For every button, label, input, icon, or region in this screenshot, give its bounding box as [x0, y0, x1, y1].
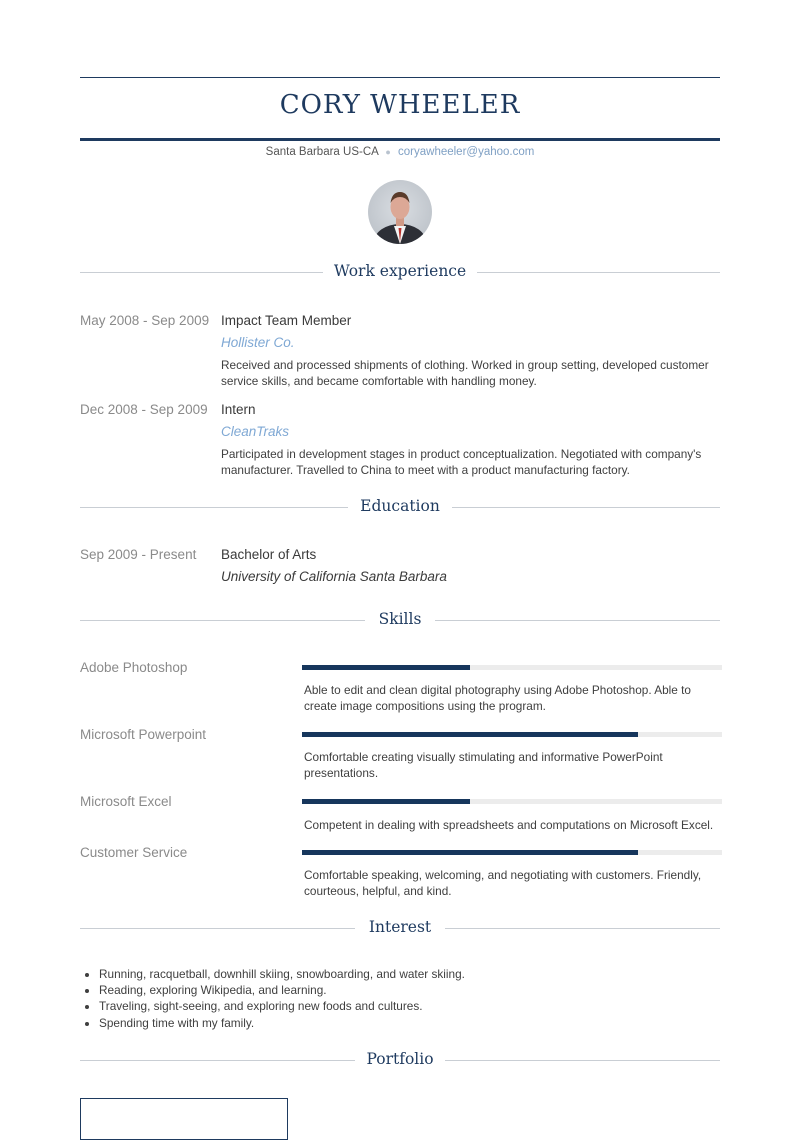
skill-description: Competent in dealing with spreadsheets and computations on Microsoft Excel.: [304, 818, 714, 832]
section-portfolio: [80, 1050, 720, 1070]
work-description: Participated in development stages in product conceptualization. Negotiated with company's manufacturer. Travelled to China to meet with a product manufacturing factory.: [221, 447, 702, 477]
skill-level-bar: [302, 799, 722, 804]
skill-name: Microsoft Powerpoint: [80, 727, 207, 742]
contact-line: [80, 146, 720, 158]
list-item: • Reading, exploring Wikipedia, and learning.: [99, 982, 465, 998]
skill-level-bar: [302, 850, 722, 855]
section-title: Portfolio: [366, 1050, 434, 1068]
candidate-name: CORY WHEELER: [279, 90, 521, 120]
education-degree: Bachelor of Arts: [221, 547, 317, 562]
separator-dot: ●: [385, 147, 391, 157]
section-skills: [80, 610, 720, 630]
skill-name: Microsoft Excel: [80, 794, 172, 809]
skill-description: Comfortable speaking, welcoming, and negotiating with customers. Friendly, courteous, helpful, and kind.: [304, 868, 702, 898]
portfolio-item[interactable]: [80, 1098, 288, 1140]
list-item: • Traveling, sight-seeing, and exploring new foods and cultures.: [99, 998, 465, 1014]
section-title: Work experience: [333, 262, 467, 280]
location: Santa Barbara US-CA: [265, 146, 379, 158]
education-school: University of California Santa Barbara: [221, 569, 447, 584]
work-dates: May 2008 - Sep 2009: [80, 313, 210, 328]
header-rule-top: [80, 77, 720, 78]
list-item: • Running, racquetball, downhill skiing, snowboarding, and water skiing.: [99, 966, 465, 982]
skill-level-bar: [302, 732, 722, 737]
section-work-experience: [80, 262, 720, 282]
section-title: Education: [360, 497, 440, 515]
email-link[interactable]: coryawheeler@yahoo.com: [398, 146, 535, 158]
person-photo-icon: [368, 180, 432, 244]
interest-list: [80, 966, 465, 1031]
section-interest: [80, 918, 720, 938]
skill-level-bar: [302, 665, 722, 670]
work-dates: Dec 2008 - Sep 2009: [80, 402, 208, 417]
skill-description: Comfortable creating visually stimulating and informative PowerPoint presentations.: [304, 750, 663, 780]
work-title: Intern: [221, 402, 256, 417]
work-title: Impact Team Member: [221, 313, 352, 328]
work-company: Hollister Co.: [221, 335, 295, 350]
work-company: CleanTraks: [221, 424, 290, 439]
skill-name: Customer Service: [80, 845, 188, 860]
work-description: Received and processed shipments of clothing. Worked in group setting, developed customer service skills, and became comfortable with handling money.: [221, 358, 709, 388]
skill-name: Adobe Photoshop: [80, 660, 188, 675]
section-title: Interest: [368, 918, 432, 936]
list-item: • Spending time with my family.: [99, 1015, 465, 1031]
skill-description: Able to edit and clean digital photography using Adobe Photoshop. Able to create image compositions using the program.: [304, 683, 691, 713]
section-education: [80, 497, 720, 517]
header-rule-bottom: [80, 138, 720, 141]
section-title: Skills: [378, 610, 422, 628]
education-dates: Sep 2009 - Present: [80, 547, 197, 562]
